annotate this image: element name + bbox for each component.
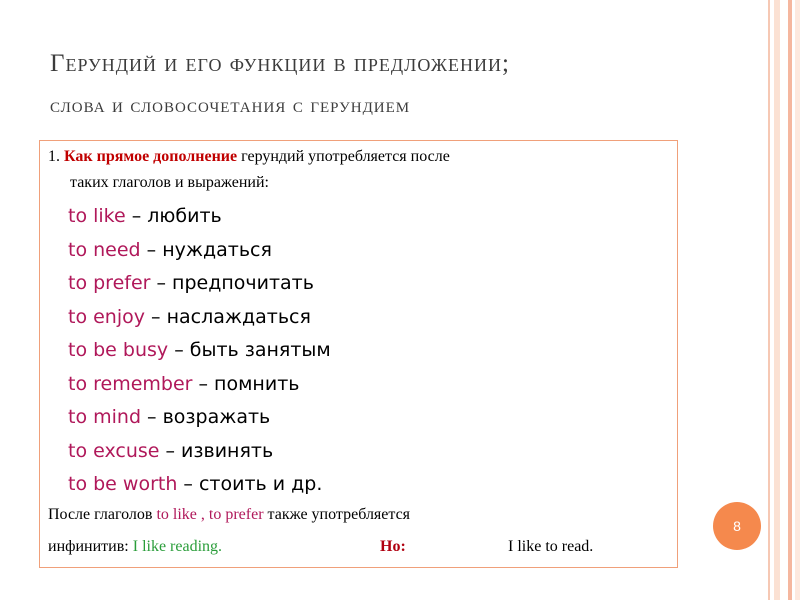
after-verb-like: to like [156,506,197,523]
verb-row [68,272,314,294]
verb-russian: – любить [125,205,222,227]
but-label: Но: [380,538,406,555]
verb-english: to prefer [68,272,151,294]
intro-highlight: Как прямое дополнение [64,148,238,165]
verb-row [68,373,299,395]
stripe [768,0,770,600]
verb-english: to excuse [68,439,160,462]
verb-russian: – быть занятым [168,339,331,361]
verb-russian: – возражать [141,406,271,428]
stripe [795,0,800,600]
verb-row [68,205,222,227]
example-infinitive: I like to read. [508,538,594,555]
verb-english: to be busy [68,339,169,361]
verb-russian: – предпочитать [150,272,314,294]
verb-english: to mind [68,406,142,428]
after-part1: После глаголов [48,506,157,523]
verb-row [68,473,322,495]
verb-row [68,239,272,261]
intro-continuation: таких глаголов и выражений: [70,174,269,191]
stripe [774,0,780,600]
verb-english: to like [68,205,126,227]
intro-line [48,148,450,166]
after-sep: , [196,506,209,523]
verb-russian: – помнить [192,372,300,395]
after-line [48,506,410,524]
verb-russian: – наслаждаться [145,305,311,328]
decorative-stripes [764,0,800,600]
page-number: 8 [733,518,741,534]
page-number-badge [713,502,761,550]
intro-rest: герундий употребляется после [237,148,450,165]
verb-russian: – извинять [159,439,274,462]
verb-english: to need [68,238,141,261]
stripe [788,0,792,600]
verb-russian: – нуждаться [140,238,272,261]
after-verb-prefer: to prefer [208,506,264,523]
example-gerund: I like reading. [132,538,223,555]
after-part2: также употребляется [263,506,411,523]
verb-row [68,339,331,361]
intro-number: 1. [48,148,60,165]
verb-row [68,440,273,462]
verb-english: to enjoy [68,305,145,328]
verb-english: to be worth [68,473,178,495]
slide-subtitle: слова и словосочетания с герундием [50,92,411,117]
infinitive-label: инфинитив: [48,538,133,555]
slide-title: Герундий и его функции в предложении; [50,50,510,77]
verb-russian: – стоить и др. [177,473,323,495]
infinitive-line [48,538,222,556]
verb-row [68,306,311,328]
verb-row [68,406,270,428]
verb-english: to remember [68,372,193,395]
